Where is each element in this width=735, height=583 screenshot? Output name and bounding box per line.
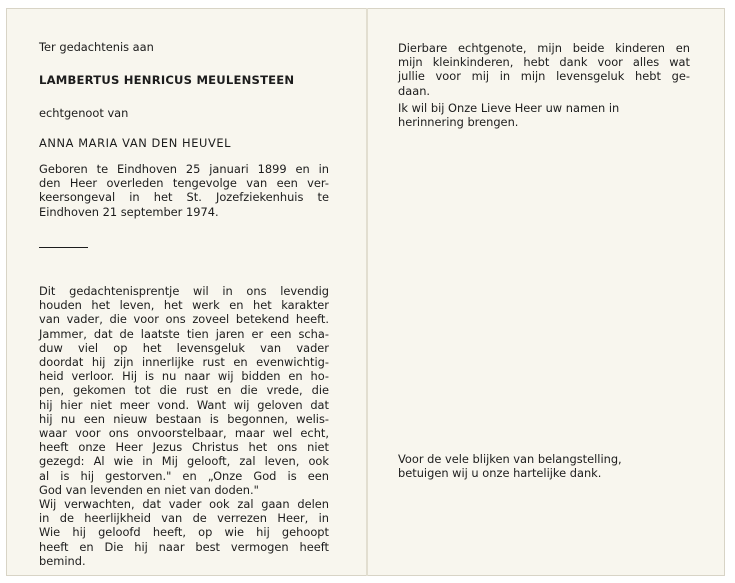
intro-text: Ter gedachtenis aan — [39, 40, 154, 54]
text-line: doordat hij zijn innerlijke rust en evenwichtig- — [39, 355, 329, 370]
text-line: heeft onze Heer Jezus Christus het ons niet — [39, 440, 329, 455]
text-line: waar voor ons onvoorstelbaar, maar wel echt, — [39, 426, 329, 441]
text-line: Ik wil bij Onze Lieve Heer uw namen in — [398, 101, 620, 115]
card-fold — [366, 8, 368, 576]
text-line: Geboren te Eindhoven 25 januari 1899 en in — [39, 162, 329, 176]
text-line: jullie voor mij in mijn levensgeluk hebt ge- — [398, 69, 690, 84]
memorial-paragraph — [39, 284, 329, 568]
text-line: den Heer overleden tengevolge van een ver- — [39, 176, 329, 191]
text-line: gezegd: Al wie in Mij gelooft, zal leven, ook — [39, 454, 329, 469]
text-line: in de heerlijkheid van de verrezen Heer, in — [39, 511, 329, 526]
thanks-public-paragraph — [398, 452, 690, 480]
text-line: al is hij gestorven." en „Onze God is een — [39, 468, 329, 483]
text-line: hij nu een nieuw bestaan is begonnen, welis- — [39, 411, 329, 426]
text-line: duw viel op het levensgeluk van vader — [39, 340, 329, 355]
text-line: herinnering brengen. — [398, 115, 519, 130]
separator-rule — [39, 247, 88, 248]
text-line: houden het leven, het werk en het karakter — [39, 298, 329, 313]
text-line: daan. — [398, 83, 431, 98]
text-line: Dierbare echtgenote, mijn beide kinderen en — [398, 41, 690, 55]
prayer-paragraph — [398, 101, 690, 129]
text-line: pen, gekomen tot die rust en die vrede, die — [39, 383, 329, 398]
text-line: Voor de vele blijken van belangstelling, — [398, 452, 622, 466]
text-line: van vader, die voor ons zoveel betekend heeft. — [39, 312, 329, 327]
deceased-name: LAMBERTUS HENRICUS MEULENSTEEN — [39, 73, 295, 87]
text-line: hij hier niet meer vond. Want wij geloven dat — [39, 397, 329, 412]
birth-death-paragraph — [39, 162, 329, 219]
text-line: heid verloor. Hij is nu naar wij bidden en ho- — [39, 369, 329, 384]
text-line: Dit gedachtenisprentje wil in ons levendig — [39, 284, 329, 298]
text-line: Wij verwachten, dat vader ook zal gaan delen — [39, 497, 329, 512]
text-line: betuigen wij u onze hartelijke dank. — [398, 466, 602, 481]
text-line: keersongeval in het St. Jozefziekenhuis te — [39, 190, 329, 205]
thanks-family-paragraph — [398, 41, 690, 98]
text-line: God van levenden en niet van doden." — [39, 482, 259, 497]
spouse-name: ANNA MARIA VAN DEN HEUVEL — [39, 136, 232, 150]
text-line: Wie hij geloofd heeft, op wie hij gehoopt — [39, 525, 329, 540]
text-line: bemind. — [39, 553, 86, 568]
text-line: Eindhoven 21 september 1974. — [39, 204, 219, 219]
text-line: Jammer, dat de laatste tien jaren er een scha- — [39, 326, 329, 341]
spouse-label: echtgenoot van — [39, 106, 129, 120]
text-line: mijn kleinkinderen, hebt dank voor alles wat — [398, 55, 690, 70]
text-line: heeft en Die hij naar best vermogen heeft — [39, 539, 329, 554]
